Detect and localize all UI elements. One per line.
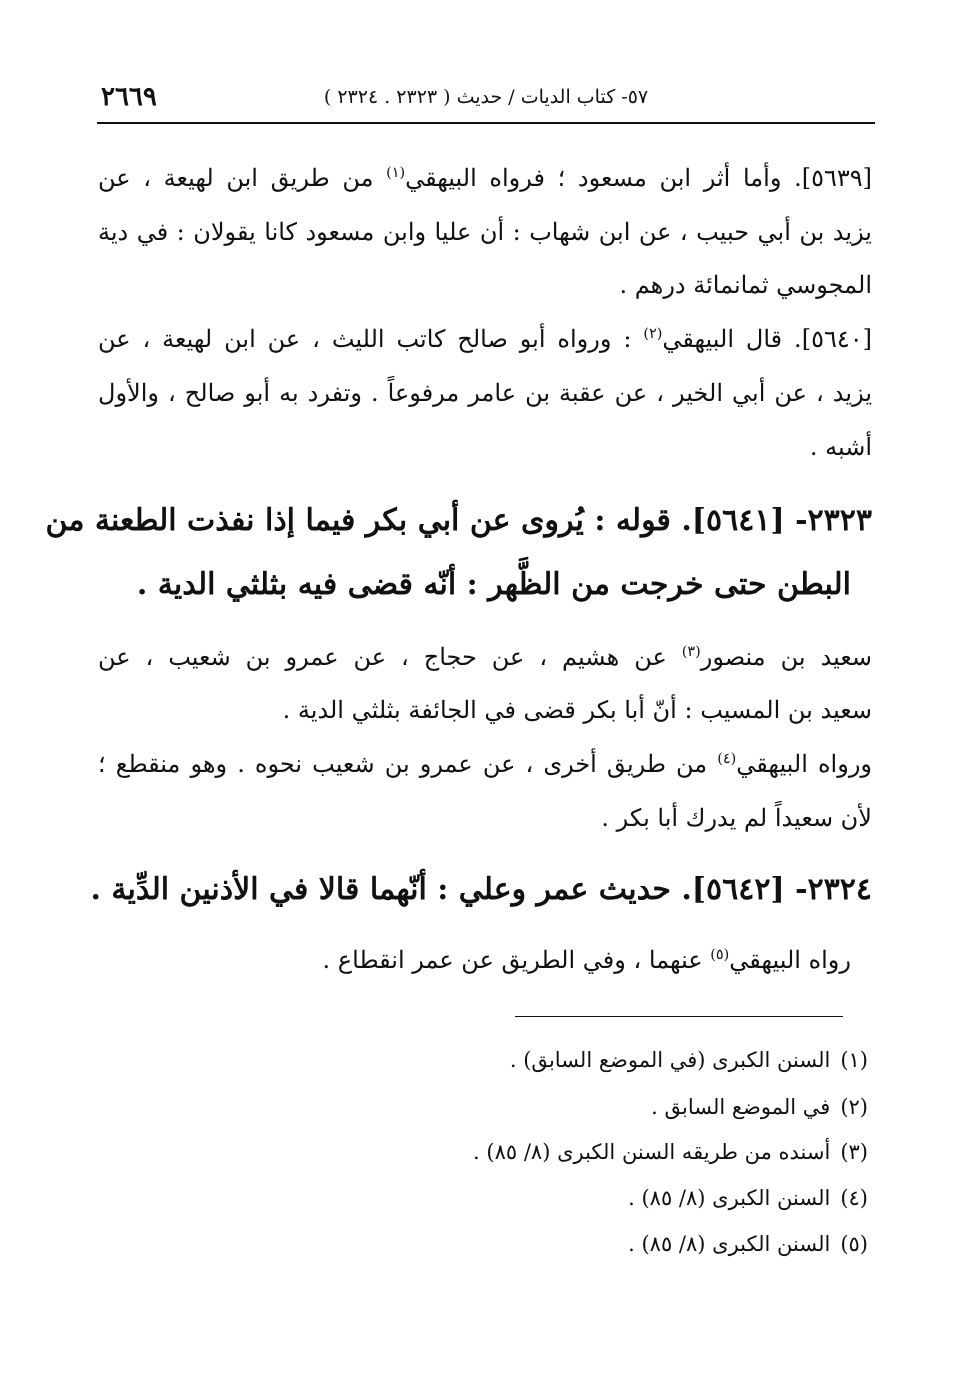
footnote-separator — [515, 1016, 843, 1017]
page-header — [97, 82, 875, 124]
hadith-heading: البطن حتى خرجت من الظَّهر : أنّه قضى فيه بثلثي الدية . — [136, 567, 851, 602]
hadith-heading: ٢٣٢٤- [٥٦٤٢]. حديث عمر وعلي : أنّهما قالا في الأذنين الدِّية . — [90, 872, 872, 907]
text-line: يزيد بن أبي حبيب ، عن ابن شهاب : أن عليا وابن مسعود كانا يقولان : في دية — [98, 218, 872, 246]
footnote: (١)السنن الكبرى (في الموضع السابق) . — [509, 1048, 868, 1072]
footnote-ref[interactable]: (٥) — [710, 947, 730, 963]
footnote: (٤)السنن الكبرى (٨/ ٨٥) . — [628, 1186, 868, 1210]
footnote: (٥)السنن الكبرى (٨/ ٨٥) . — [628, 1232, 868, 1256]
hadith-heading: ٢٣٢٣- [٥٦٤١]. قوله : يُروى عن أبي بكر فيما إذا نفذت الطعنة من — [45, 503, 872, 538]
text-line: المجوسي ثمانمائة درهم . — [619, 271, 872, 299]
footnote: (٣)أسنده من طريقه السنن الكبرى (٨/ ٨٥) . — [473, 1140, 868, 1164]
footnote: (٢)في الموضع السابق . — [651, 1095, 868, 1119]
footnote-ref[interactable]: (٣) — [681, 644, 701, 660]
footnote-ref[interactable]: (٢) — [643, 326, 663, 342]
page-number: ٢٦٦٩ — [101, 82, 157, 112]
text-line: يزيد ، عن أبي الخير ، عن عقبة بن عامر مرفوعاً . وتفرد به أبو صالح ، والأول — [98, 379, 872, 407]
text-line: ورواه البيهقي$^{(٤)}$ من طريق أخرى ، عن عمرو بن شعيب نحوه . وهو منقطع ؛ — [98, 750, 872, 778]
text-line: سعيد بن المسيب : أنّ أبا بكر قضى في الجائفة بثلثي الدية . — [282, 696, 872, 724]
text-line: رواه البيهقي$^{(٥)}$ عنهما ، وفي الطريق عن عمر انقطاع . — [322, 946, 851, 974]
text-line: لأن سعيداً لم يدرك أبا بكر . — [601, 804, 872, 832]
text-line: [٥٦٤٠]. قال البيهقي$^{(٢)}$ : ورواه أبو صالح كاتب الليث ، عن ابن لهيعة ، عن — [98, 325, 872, 353]
running-title: ٥٧- كتاب الديات / حديث ( ٢٣٢٣ . ٢٣٢٤ ) — [323, 86, 649, 108]
text-line: [٥٦٣٩]. وأما أثر ابن مسعود ؛ فرواه البيهقي$^{(١)}$ من طريق ابن لهيعة ، عن — [98, 164, 873, 192]
footnote-ref[interactable]: (١) — [386, 165, 406, 181]
footnote-ref[interactable]: (٤) — [717, 751, 737, 767]
text-line: سعيد بن منصور$^{(٣)}$ عن هشيم ، عن حجاج ، عن عمرو بن شعيب ، عن — [98, 643, 873, 671]
text-line: أشبه . — [809, 433, 872, 461]
